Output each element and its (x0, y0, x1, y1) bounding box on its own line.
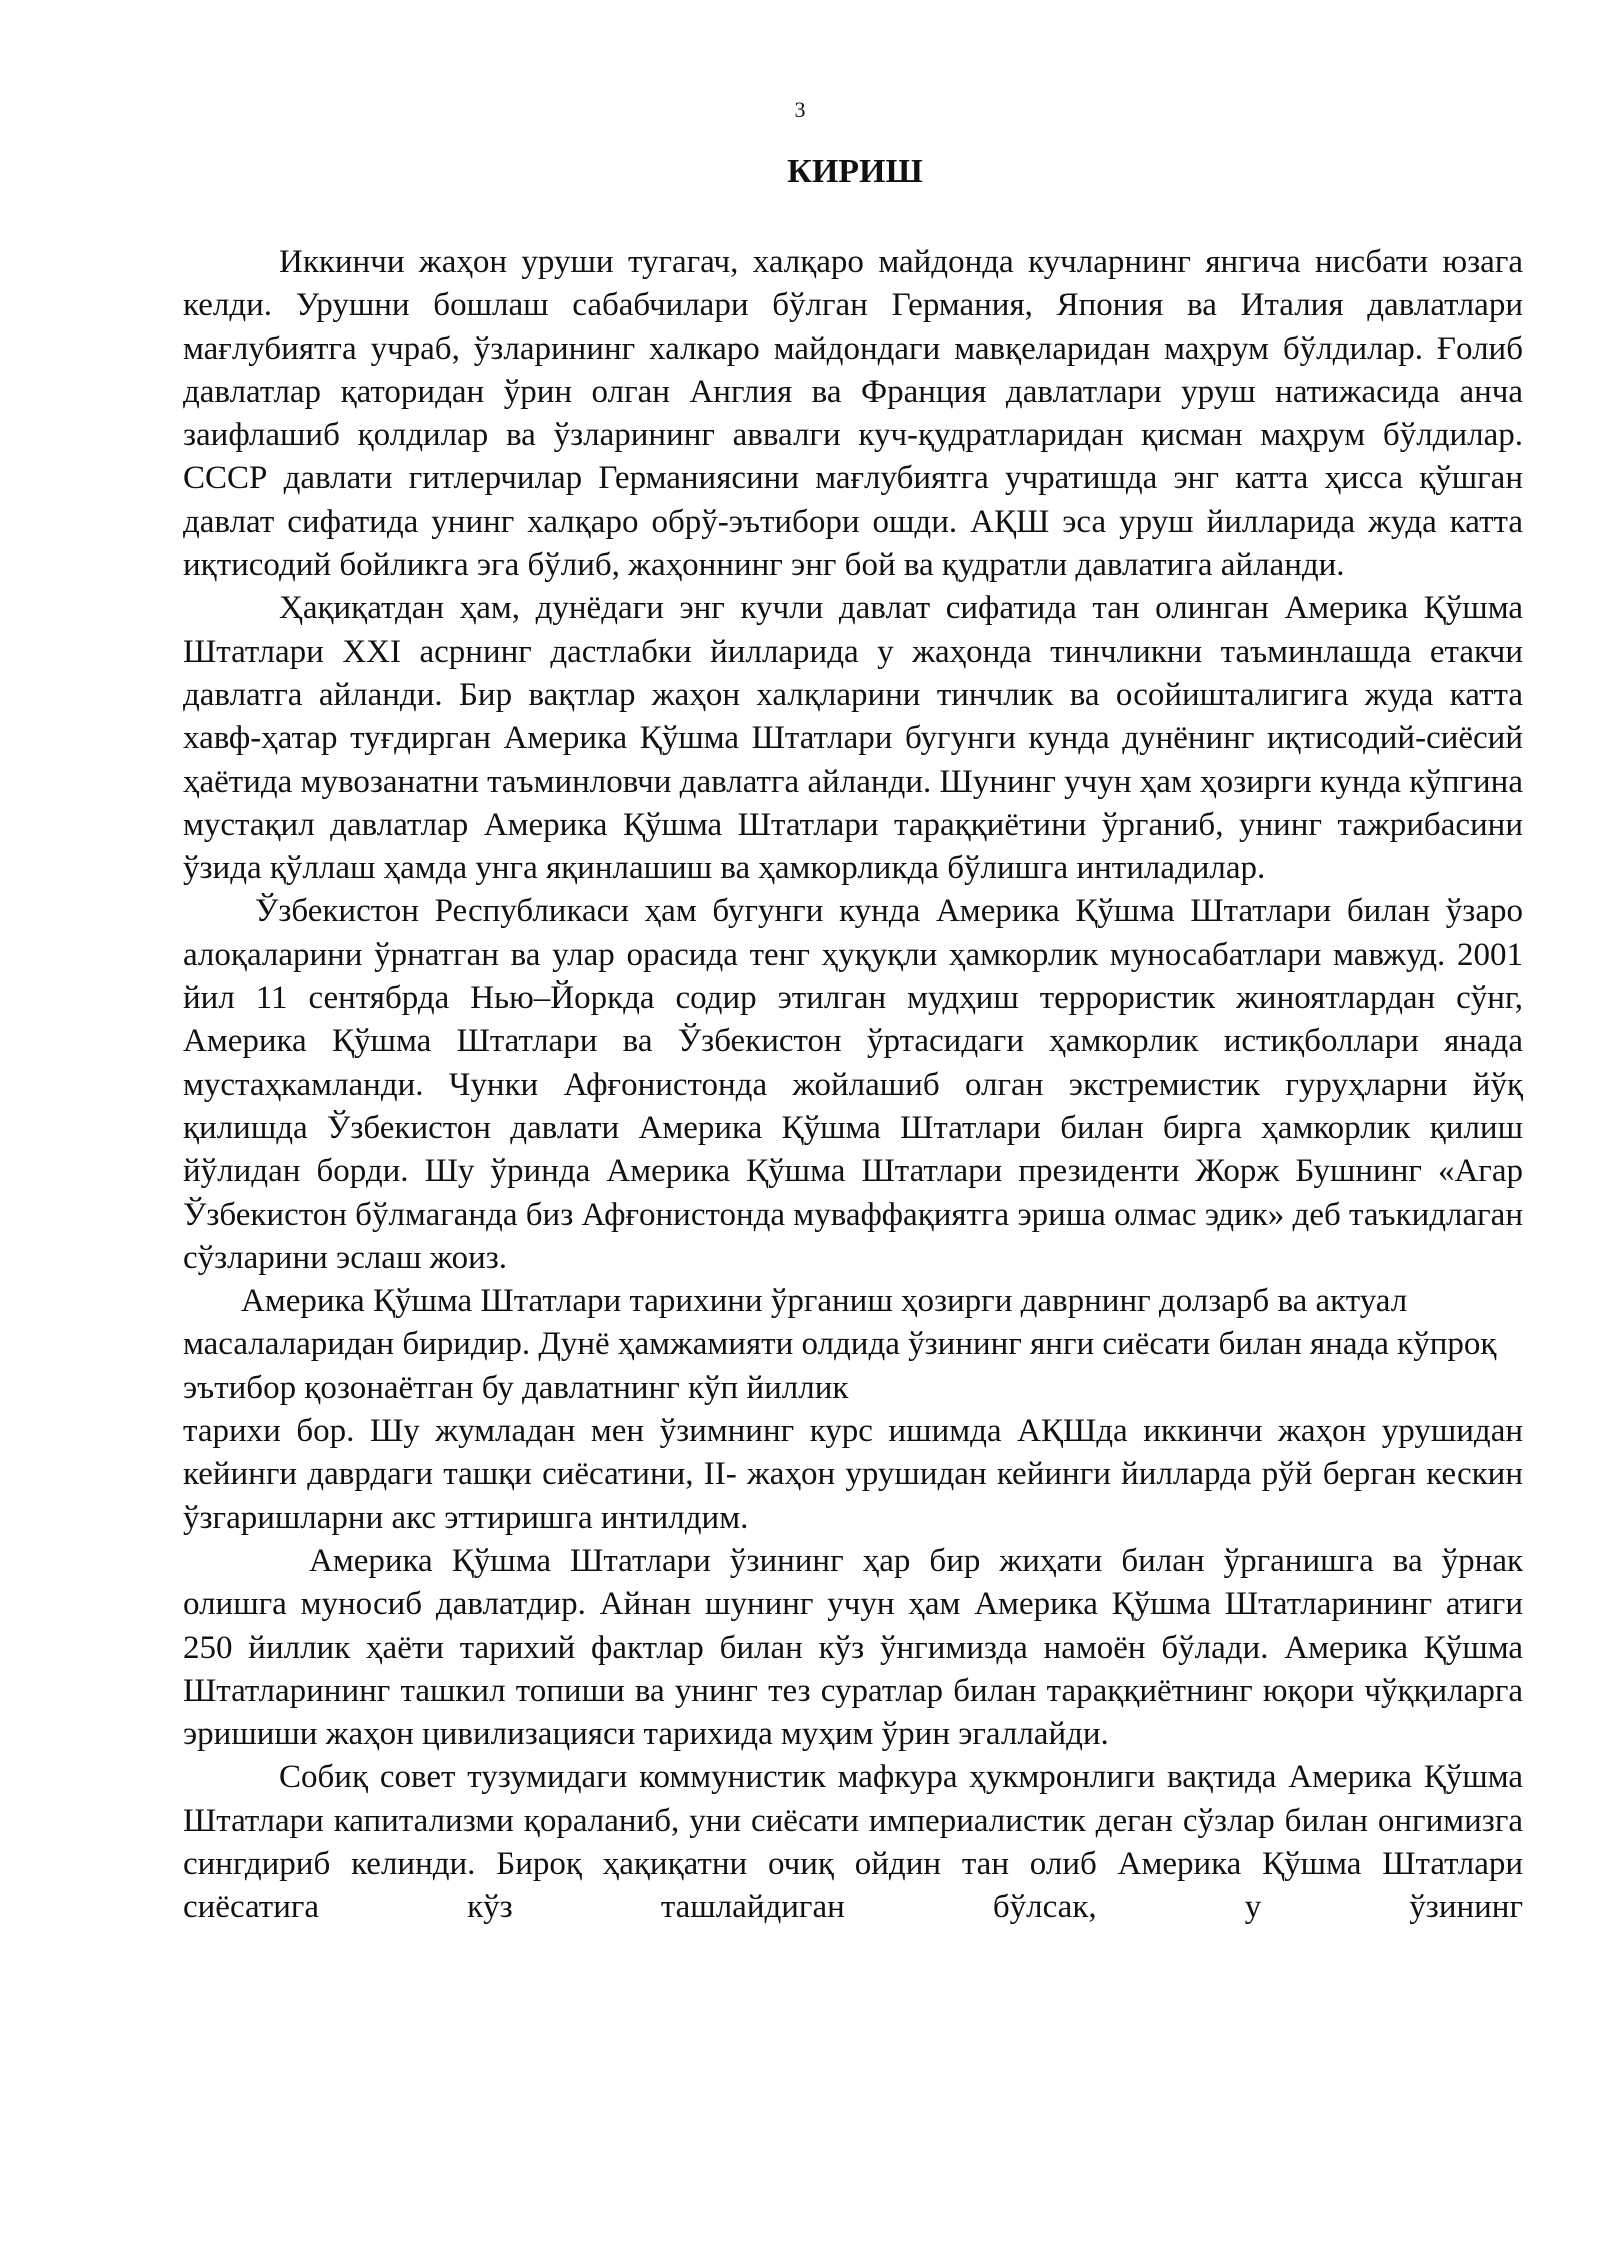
paragraph: Собиқ совет тузумидаги коммунистик мафкура ҳукмронлиги вақтида Америка Қўшма Штатлари капитализми қораланиб, уни сиёсати империалистик деган сўзлар билан онгимизга сингдириб келинди. Бироқ ҳақиқатни очиқ ойдин тан олиб Америка Қўшма Штатлари сиёсатига кўз ташлайдиган бўлсак, у ўзининг (183, 1759, 1523, 1926)
paragraph: Ўзбекистон Республикаси ҳам бугунги кунда Америка Қўшма Штатлари билан ўзаро алоқаларини ўрнатган ва улар орасида тенг ҳуқуқли ҳамкорлик муносабатлари мавжуд. 2001 йил 11 сентябрда Нью–Йоркда содир этилган мудҳиш террористик жиноятлардан сўнг, Америка Қўшма Штатлари ва Ўзбекистон ўртасидаги ҳамкорлик истиқболлари янада мустаҳкамланди. Чунки Афғонистонда жойлашиб олган экстремистик гуруҳларни йўқ қилишда Ўзбекистон давлати Америка Қўшма Штатлари билан бирга ҳамкорлик қилиш йўлидан борди. Шу ўринда Америка Қўшма Штатлари президенти Жорж Бушнинг «Агар Ўзбекистон бўлмаганда биз Афғонистонда муваффақиятга эриша олмас эдик» деб таъкидлаган сўзларини эслаш жоиз. (183, 893, 1523, 1276)
paragraph: тарихи бор. Шу жумладан мен ўзимнинг курс ишимда АҚШда иккинчи жаҳон урушидан кейинги даврдаги ташқи сиёсатини, II- жаҳон урушидан кейинги йилларда рўй берган кескин ўзгаришларни акс эттиришга интилдим. (183, 1413, 1523, 1536)
page-number: 3 (794, 97, 806, 122)
document-body (183, 241, 1523, 1930)
paragraph: Америка Қўшма Штатлари ўзининг ҳар бир жиҳати билан ўрганишга ва ўрнак олишга муносиб давлатдир. Айнан шунинг учун ҳам Америка Қўшма Штатларининг атиги 250 йиллик ҳаёти тарихий фактлар билан кўз ўнгимизда намоён бўлади. Америка Қўшма Штатларининг ташкил топиши ва унинг тез суратлар билан тараққиётнинг юқори чўққиларга эришиши жаҳон цивилизацияси тарихида муҳим ўрин эгаллайди. (183, 1542, 1523, 1753)
paragraph: Ҳақиқатдан ҳам, дунёдаги энг кучли давлат сифатида тан олинган Америка Қўшма Штатлари XXI асрнинг дастлабки йилларида у жаҳонда тинчликни таъминлашда етакчи давлатга айланди. Бир вақтлар жаҳон халқларини тинчлик ва осойишталигига жуда катта хавф-ҳатар туғдирган Америка Қўшма Штатлари бугунги кунда дунёнинг иқтисодий-сиёсий ҳаётида мувозанатни таъминловчи давлатга айланди. Шунинг учун ҳам ҳозирги кунда кўпгина мустақил давлатлар Америка Қўшма Штатлари тараққиётини ўрганиб, унинг тажрибасини ўзида қўллаш ҳамда унга яқинлашиш ва ҳамкорликда бўлишга интиладилар. (183, 590, 1523, 887)
page-title: КИРИШ (787, 153, 923, 190)
paragraph: Америка Қўшма Штатлари тарихини ўрганиш ҳозирги даврнинг долзарб ва актуал масалаларидан биридир. Дунё ҳамжамияти олдида ўзининг янги сиёсати билан янада кўпроқ эътибор қозонаётган бу давлатнинг кўп йиллик (183, 1283, 1497, 1406)
paragraph: Иккинчи жаҳон уруши тугагач, халқаро майдонда кучларнинг янгича нисбати юзага келди. Урушни бошлаш сабабчилари бўлган Германия, Япония ва Италия давлатлари мағлубиятга учраб, ўзларининг халкаро майдондаги мавқеларидан маҳрум бўлдилар. Ғолиб давлатлар қаторидан ўрин олган Англия ва Франция давлатлари уруш натижасида анча заифлашиб қолдилар ва ўзларининг аввалги куч-қудратларидан қисман маҳрум бўлдилар. СССР давлати гитлерчилар Германиясини мағлубиятга учратишда энг катта ҳисса қўшган давлат сифатида унинг халқаро обрў-эътибори ошди. АҚШ эса уруш йилларида жуда катта иқтисодий бойликга эга бўлиб, жаҳоннинг энг бой ва қудратли давлатига айланди. (183, 244, 1523, 584)
